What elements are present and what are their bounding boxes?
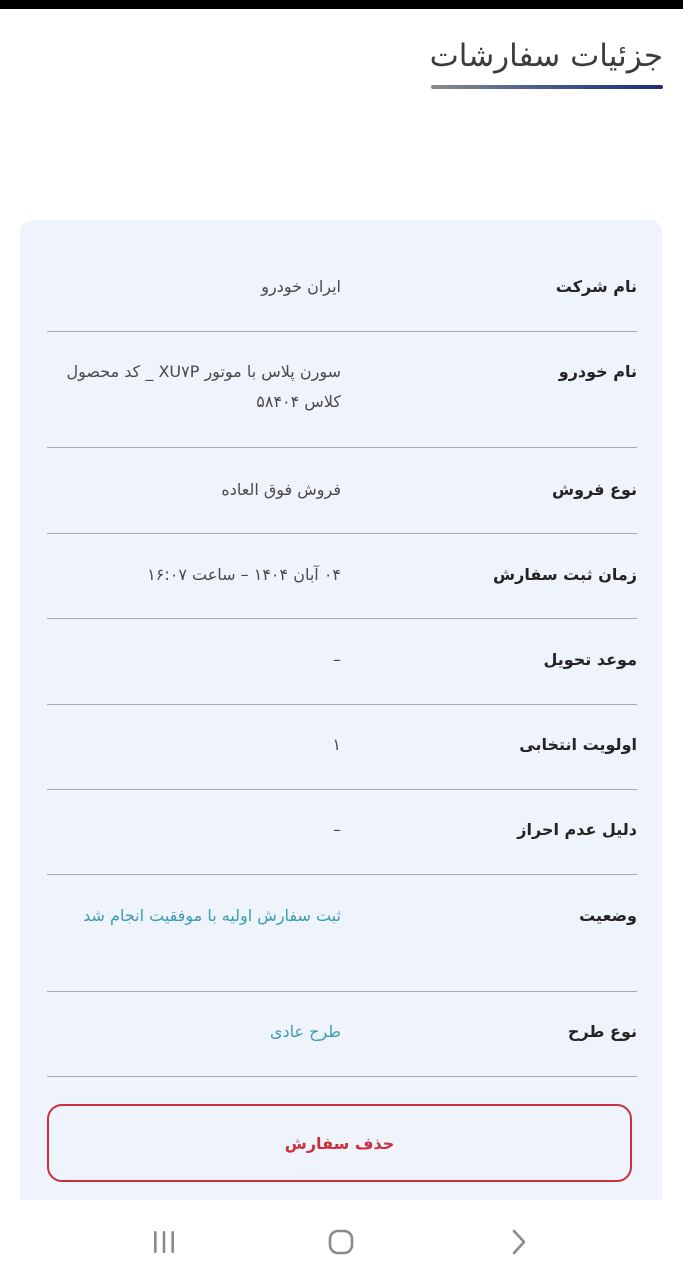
detail-value: ۰۴ آبان ۱۴۰۴ – ساعت ۱۶:۰۷ bbox=[147, 565, 341, 584]
detail-value: سورن پلاس با موتور XU۷P _ کد محصول کلاس ۵۸۴۰۴ bbox=[66, 362, 341, 411]
detail-label: اولویت انتخابی bbox=[519, 735, 637, 754]
system-navigation-bar bbox=[0, 1200, 683, 1280]
delete-order-button[interactable]: حذف سفارش bbox=[47, 1104, 632, 1182]
home-icon bbox=[326, 1227, 356, 1257]
plan-type-value: طرح عادی bbox=[269, 1022, 341, 1041]
detail-label: نام خودرو bbox=[558, 362, 637, 381]
detail-label: موعد تحویل bbox=[543, 650, 637, 669]
detail-value: – bbox=[333, 820, 341, 839]
row-divider bbox=[47, 1076, 637, 1077]
detail-value: ایران خودرو bbox=[261, 277, 341, 296]
recent-apps-icon bbox=[149, 1228, 179, 1256]
recent-apps-button[interactable] bbox=[142, 1222, 186, 1262]
detail-label: وضعیت bbox=[579, 906, 637, 925]
detail-label: دلیل عدم احراز bbox=[517, 820, 637, 839]
page-title: جزئیات سفارشات bbox=[429, 37, 663, 74]
row-divider bbox=[47, 618, 637, 619]
row-divider bbox=[47, 447, 637, 448]
row-divider bbox=[47, 331, 637, 332]
order-details-card bbox=[20, 220, 662, 1200]
back-button[interactable] bbox=[497, 1222, 541, 1262]
row-divider bbox=[47, 991, 637, 992]
title-underline bbox=[431, 85, 663, 89]
detail-value: ۱ bbox=[332, 735, 341, 754]
home-button[interactable] bbox=[319, 1222, 363, 1262]
detail-label: نوع فروش bbox=[552, 480, 637, 499]
detail-label: نوع طرح bbox=[567, 1022, 637, 1041]
row-divider bbox=[47, 704, 637, 705]
detail-label: زمان ثبت سفارش bbox=[493, 565, 637, 584]
row-divider bbox=[47, 874, 637, 875]
row-divider bbox=[47, 533, 637, 534]
back-icon bbox=[504, 1227, 534, 1257]
detail-label: نام شرکت bbox=[555, 277, 637, 296]
row-divider bbox=[47, 789, 637, 790]
detail-value: فروش فوق العاده bbox=[221, 480, 341, 499]
detail-value: – bbox=[333, 650, 341, 669]
status-bar bbox=[0, 0, 683, 9]
status-value: ثبت سفارش اولیه با موفقیت انجام شد bbox=[83, 906, 341, 925]
